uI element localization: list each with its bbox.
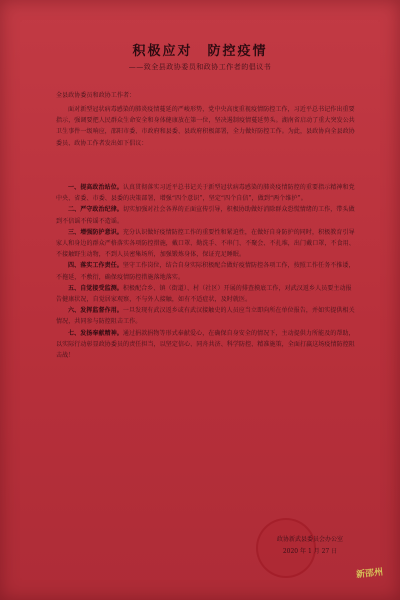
section-3 xyxy=(56,227,356,261)
intro-text: 面对新型冠状病毒感染的肺炎疫情蔓延的严峻形势，党中央高度重视疫情防控工作，习近平总书记作出重要指示，强调要把人民群众生命安全和身体健康放在第一位，坚决遏制疫情蔓延势头。湖南省启动了重大突发公共卫生事件一级响应，邵阳市委、市政府和县委、县政府积极部署，全力做好防控工作。为此，县政协向全县政协委员、政协工作者发出如下倡议： xyxy=(56,106,355,147)
section-heading: 六、发挥监督作用。 xyxy=(68,307,123,315)
watermark-logo: 新邵州 xyxy=(355,567,384,581)
section-text: 切实加强对社会各界的正面宣传引导，积极协助做好消除群众恐慌情绪的工作，带头做到不信谣不传谣不造谣。 xyxy=(56,206,355,225)
section-text: 坚守工作岗位，结合自身实际积极配合做好疫情防控各项工作，按照工作任务不推诿，不拖延，不敷衍，确保疫情防控措施落地落实。 xyxy=(56,262,355,281)
section-5 xyxy=(56,283,356,305)
section-heading: 四、落实工作责任。 xyxy=(68,262,123,270)
signature-organization: 政协新武县委员会办公室 xyxy=(276,536,343,543)
section-text: 充分认识做好疫情防控工作的重要性和紧迫性，在做好自身防护的同时，积极教育引导家人和身边的群众严格落实各项防控措施，戴口罩、勤洗手、不串门、不聚会、不扎堆，出门戴口罩，不食用、不接触野生动物，不到人员密集场所，加强锻炼身体，保证充足睡眠。 xyxy=(56,228,355,259)
section-heading: 二、严守政治纪律。 xyxy=(68,206,123,214)
section-heading: 七、发扬奉献精神。 xyxy=(68,329,123,337)
document-title: 积极应对 防控疫情 xyxy=(132,44,268,59)
section-2 xyxy=(56,204,356,226)
section-1 xyxy=(56,182,356,204)
section-7 xyxy=(56,328,356,362)
signature-date: 2020 年 1 月 27 日 xyxy=(282,548,338,555)
section-text: 通过捐款捐物等形式奉献爱心，在确保自身安全的情况下，主动提供力所能及的帮助，以实际行动彰显政协委员的责任担当，以坚定信心、同舟共济、科学防控、精准施策，全面打赢这场疫情防控阻击战！ xyxy=(56,329,355,360)
section-text: 积极配合乡、镇（街道）、村（社区）开展的排查摸底工作，对武汉返乡人员要主动报告健康状况，自觉居家观察，不与外人接触，如有不适症状，及时就医。 xyxy=(56,284,352,304)
section-heading: 三、增强防护意识。 xyxy=(68,228,123,236)
section-text: 认真贯彻落实习近平总书记关于新型冠状病毒感染的肺炎疫情防控的重要指示精神和党中央、省委、市委、县委的决策部署，增强“四个意识”，坚定“四个自信”，做到“两个维护”。 xyxy=(56,184,355,203)
proposal-sections xyxy=(56,182,356,361)
section-heading: 一、提高政治站位。 xyxy=(68,184,123,191)
section-4 xyxy=(56,260,356,282)
section-heading: 五、自觉接受监测。 xyxy=(68,284,123,292)
section-text: 一旦发现有武汉返乡或有武汉接触史的人员应当立即向所在单位报告，并如实提供相关情况，共同参与防控阻击工作。 xyxy=(56,307,355,326)
intro-paragraph xyxy=(56,104,356,149)
document-subtitle: ——致全县政协委员和政协工作者的倡议书 xyxy=(128,63,272,71)
salutation: 全县政协委员和政协工作者： xyxy=(56,92,136,99)
section-6 xyxy=(56,305,356,327)
